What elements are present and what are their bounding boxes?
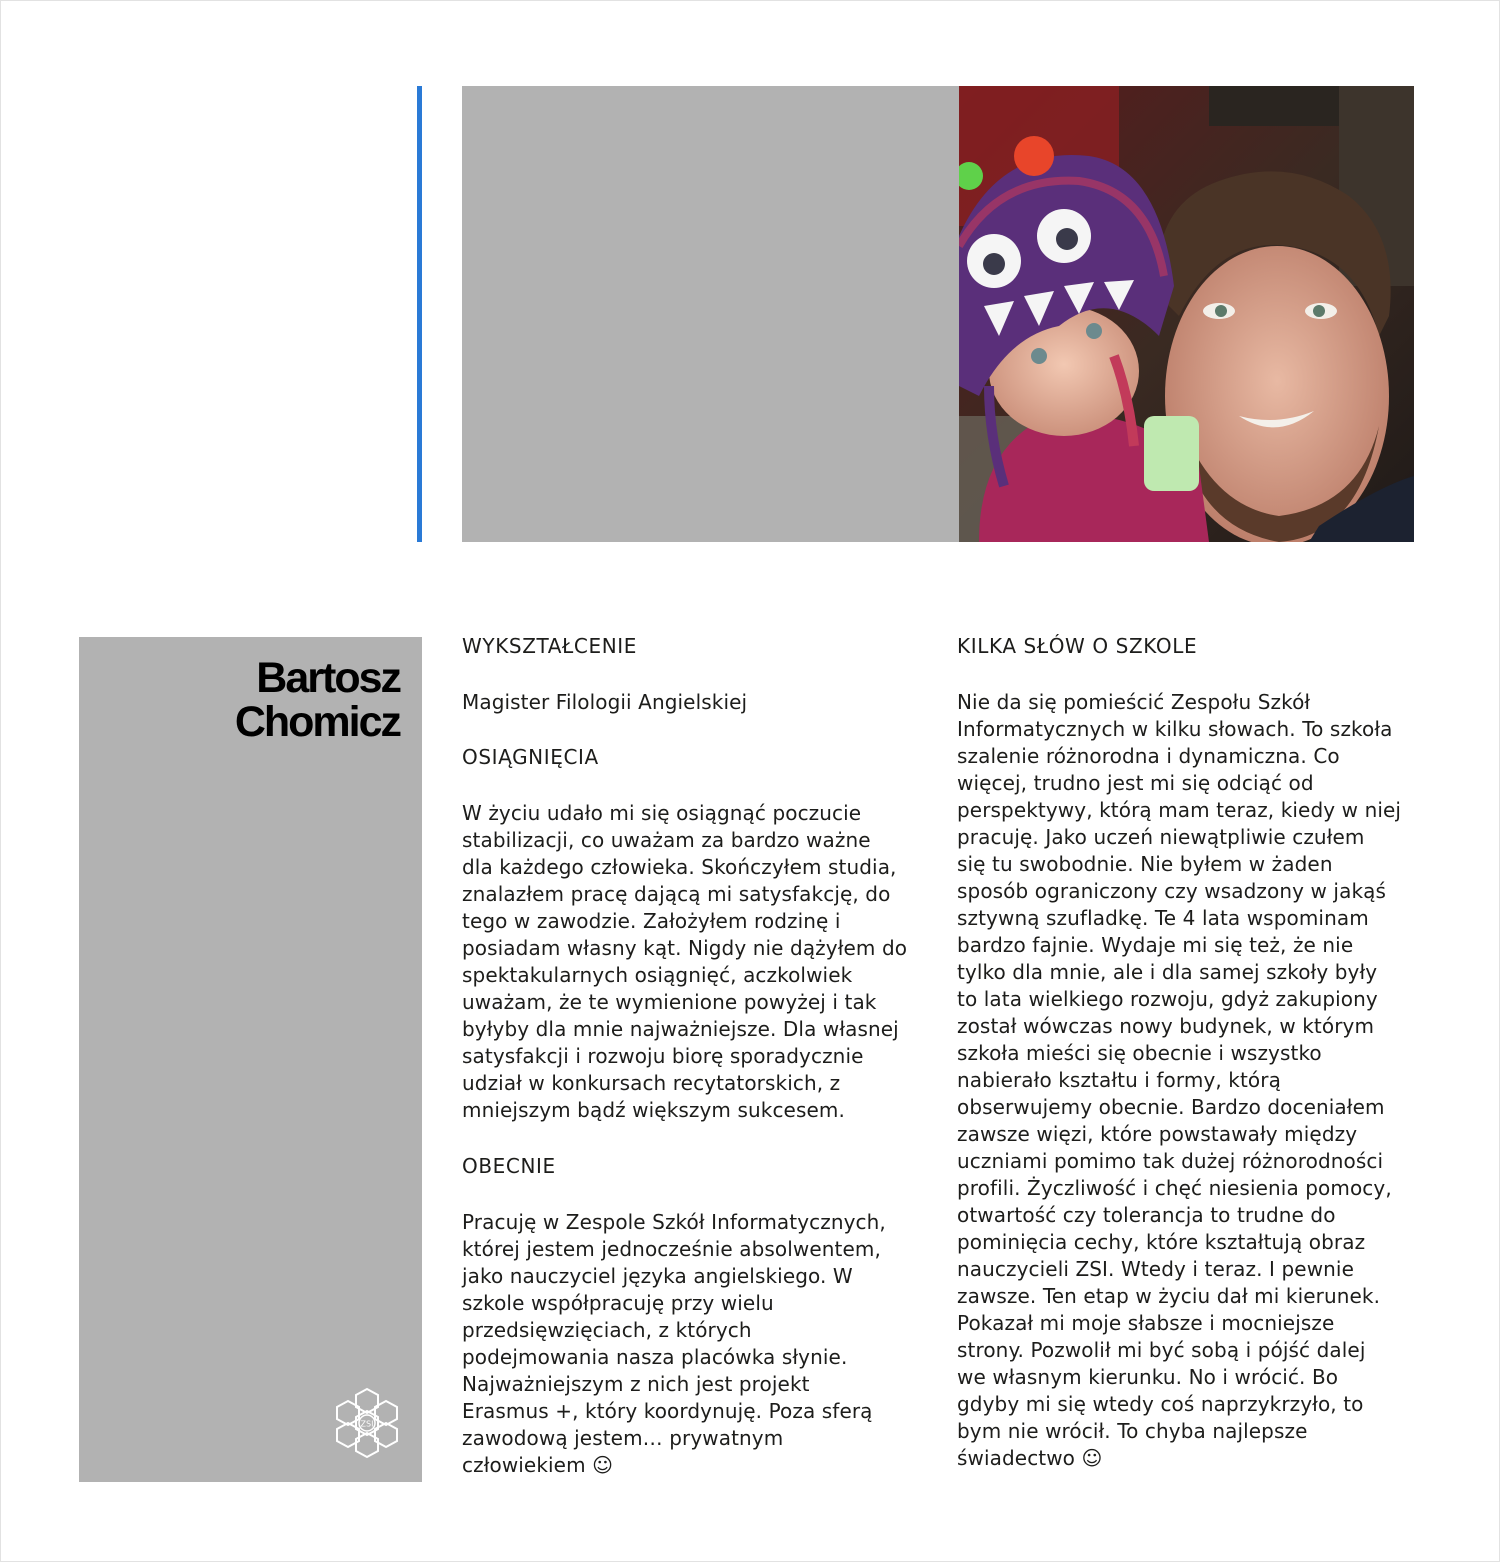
portrait-photo [959,86,1414,542]
school-heading: KILKA SŁÓW O SZKOLE [957,634,1198,658]
current-heading: OBECNIE [462,1154,556,1178]
education-text: Magister Filologii Angielskiej [462,690,748,714]
header-gray-block [462,86,959,542]
accent-line [417,86,422,542]
left-text-column [462,633,932,1479]
education-heading: WYKSZTAŁCENIE [462,634,637,658]
school-logo-text: ZSI [360,1419,374,1429]
achievements-heading: OSIĄGNIĘCIA [462,745,599,769]
current-text: Pracuję w Zespole Szkół Informatycznych, której jestem jednocześnie absolwentem, jako nauczyciel języka angielskiego. W szkole współpracuję przy wielu przedsięwzięciach, z których podejmowania nasza placówka słynie. Najważniejszym z nich jest projekt Erasmus +, który koordynuję. Poza sferą zawodową jestem… prywatnym człowiekiem ☺ [462,1210,886,1477]
right-text-column [957,633,1427,1472]
last-name: Chomicz [234,698,400,746]
school-logo-icon [332,1387,402,1459]
first-name: Bartosz [256,654,400,702]
portrait-photo-icon [959,86,1414,542]
school-text: Nie da się pomieścić Zespołu Szkół Informatycznych w kilku słowach. To szkoła szalenie różnorodna i dynamiczna. Co więcej, trudno jest mi się odciąć od perspektywy, którą mam teraz, kiedy w niej pracuję. Jako uczeń niewątpliwie czułem się tu swobodnie. Nie byłem w żaden sposób ograniczony czy wsadzony w jakąś sztywną szufladkę. Te 4 lata wspominam bardzo fajnie. Wydaje mi się też, że nie tylko dla mnie, ale i dla samej szkoły były to lata wielkiego rozwoju, gdyż zakupiony został wówczas nowy budynek, w którym szkoła mieści się obecnie i wszystko nabierało kształtu i formy, którą obserwujemy obecnie. Bardzo doceniałem zawsze więzi, które powstawały między uczniami pomimo tak dużej różnorodności profili. Życzliwość i chęć niesienia pomocy, otwartość czy tolerancja to trudne do pominięcia cechy, które kształtują obraz nauczycieli ZSI. Wtedy i teraz. I pewnie zawsze. Ten etap w życiu dał mi kierunek. Pokazał mi moje słabsze i mocniejsze strony. Pozwolił mi być sobą i pójść dalej we własnym kierunku. No i wrócić. Bo gdyby mi się wtedy coś naprzykrzyło, to bym nie wrócił. To chyba najlepsze świadectwo ☺ [957,690,1402,1470]
achievements-text: W życiu udało mi się osiągnąć poczucie stabilizacji, co uważam za bardzo ważne dla każdego człowieka. Skończyłem studia, znalazłem pracę dającą mi satysfakcję, do tego w zawodzie. Założyłem rodzinę i posiadam własny kąt. Nigdy nie dążyłem do spektakularnych osiągnięć, aczkolwiek uważam, że te wymienione powyżej i tak byłyby dla mnie najważniejsze. Dla własnej satysfakcji i rozwoju biorę sporadycznie udział w konkursach recytatorskich, z mniejszym bądź większym sukcesem. [462,801,908,1122]
name-panel [79,637,422,1482]
